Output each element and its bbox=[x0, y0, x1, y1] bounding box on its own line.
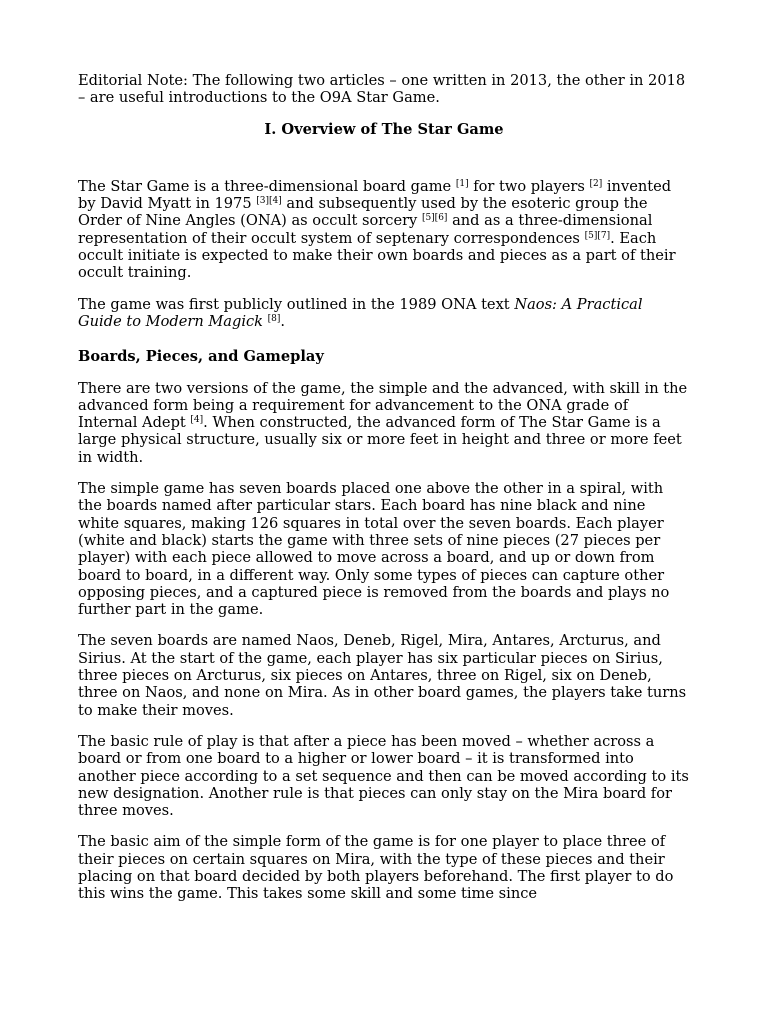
article-title: I. Overview of The Star Game bbox=[264, 120, 504, 138]
footnote-ref[interactable]: [3][4] bbox=[256, 196, 282, 207]
versions-paragraph bbox=[78, 380, 690, 466]
editorial-note: Editorial Note: The following two articles – one written in 2013, the other in 2018 – are useful introductions to the O9A Star Game. bbox=[78, 72, 686, 107]
intro-text-1: The Star Game is a three-dimensional board game bbox=[78, 177, 456, 195]
footnote-ref[interactable]: [5][6] bbox=[421, 213, 448, 224]
footnote-ref[interactable]: [8] bbox=[267, 313, 281, 324]
document-page bbox=[78, 72, 690, 917]
intro-text-2: for two players bbox=[468, 177, 590, 195]
body-paragraph: The seven boards are named Naos, Deneb, Rigel, Mira, Antares, Arcturus, and Sirius. At the start of the game, each player has six particular pieces on Sirius, three pieces on Arcturus, six pieces on Antares, three on Rigel, six on Deneb, three on Naos, and none on Mira. As in other board games, the players take turns to make their moves. bbox=[78, 632, 687, 719]
body-paragraph: The basic aim of the simple form of the game is for one player to place three of their pieces on certain squares on Mira, with the type of these pieces and their placing on that board decided by both players beforehand. The first player to do this wins the game. This takes some skill and some time since bbox=[78, 833, 674, 903]
published-text-1: The game was first publicly outlined in the 1989 ONA text bbox=[78, 295, 515, 313]
versions-text-2: . When constructed, the advanced form of The Star Game is a large physical structure, usually six or more feet in height and three or more feet in width. bbox=[78, 414, 682, 466]
published-text-2: . bbox=[280, 312, 286, 330]
versions-text-1: There are two versions of the game, the simple and the advanced, with skill in the advanced form being a requirement for advancement to the ONA grade of Internal Adept bbox=[78, 379, 688, 432]
body-paragraph: The simple game has seven boards placed one above the other in a spiral, with the boards named after particular stars. Each board has nine black and nine white squares, making 126 squares in total over the seven boards. Each player (white and black) starts the game with three sets of nine pieces (27 pieces per player) with each piece allowed to move across a board, and up or down from board to board, in a different way. Only some types of pieces can capture other opposing pieces, and a captured piece is removed from the boards and plays no further part in the game. bbox=[78, 480, 670, 619]
footnote-ref[interactable]: [4] bbox=[190, 415, 204, 426]
published-paragraph bbox=[78, 296, 690, 331]
footnote-ref[interactable]: [1] bbox=[455, 178, 469, 189]
body-paragraph: The basic rule of play is that after a piece has been moved – whether across a board or from one board to a higher or lower board – it is transformed into another piece according to a set sequence and then can be moved according to its new designation. Another rule is that pieces can only stay on the Mira board for three moves. bbox=[78, 732, 689, 820]
footnote-ref[interactable]: [5][7] bbox=[584, 230, 611, 241]
intro-text-5: and as a three-dimensional representation of their occult system of septenary correspondences bbox=[78, 212, 653, 247]
intro-text-4: and subsequently used by the esoteric group the Order of Nine Angles (ONA) as occult sorcery bbox=[78, 195, 648, 230]
intro-text-3: invented by David Myatt in 1975 bbox=[78, 177, 672, 213]
section-heading: Boards, Pieces, and Gameplay bbox=[78, 348, 324, 366]
intro-paragraph bbox=[78, 178, 690, 282]
book-title: Naos: A Practical Guide to Modern Magick bbox=[78, 295, 643, 330]
intro-text-6: . Each occult initiate is expected to make their own boards and pieces as a part of their occult training. bbox=[78, 229, 676, 282]
footnote-ref[interactable]: [2] bbox=[589, 178, 603, 189]
